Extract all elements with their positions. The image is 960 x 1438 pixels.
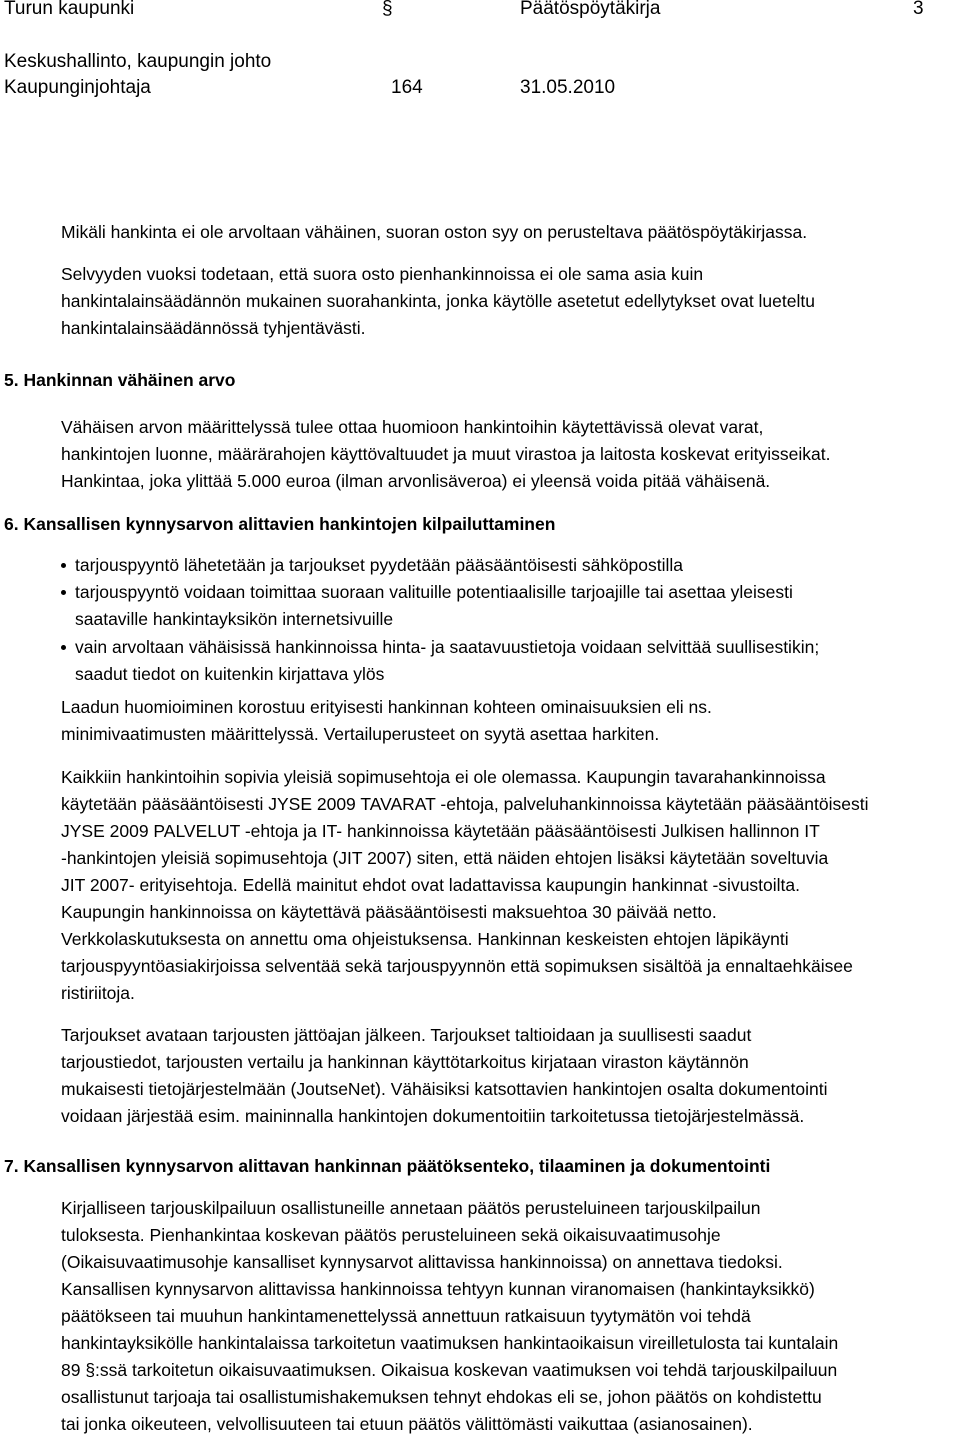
text-line: Verkkolaskutuksesta on annettu oma ohjeistuksensa. Hankinnan keskeisten ehtojen läpikäynti xyxy=(61,929,789,949)
intro-sentence xyxy=(61,219,956,246)
text-line: Laadun huomioiminen korostuu erityisesti hankinnan kohteen ominaisuuksien eli ns. xyxy=(61,697,712,717)
text-line: hankintalainsäädännössä tyhjentävästi. xyxy=(61,318,366,338)
text-line: tarjouspyyntö lähetetään ja tarjoukset pyydetään pääsääntöisesti sähköpostilla xyxy=(75,555,684,575)
section-symbol: § xyxy=(382,0,393,19)
header-city: Turun kaupunki xyxy=(4,0,135,19)
text-line: Kaupungin hankinnoissa on käytettävä pääsääntöisesti maksuehtoa 30 päivää netto. xyxy=(61,902,717,922)
text-line: 89 §:ssä tarkoitetun oikaisuvaatimuksen. Oikaisua koskevan vaatimuksen voi tehdä tarjouskilpailuun xyxy=(61,1360,838,1380)
section-7-paragraph xyxy=(61,1195,956,1438)
text-line: tuloksesta. Pienhankintaa koskevan päätös perusteluineen sekä oikaisuvaatimusohje xyxy=(61,1225,721,1245)
quality-paragraph xyxy=(61,694,956,748)
text-line: tai jonka oikeuteen, velvollisuuteen tai etuun päätös välittömästi vaikuttaa (asianosainen). xyxy=(61,1414,753,1434)
section-7-heading: 7. Kansallisen kynnysarvon alittavan hankinnan päätöksenteko, tilaaminen ja dokumentointi xyxy=(4,1156,771,1176)
text-line: tarjouspyyntö voidaan toimittaa suoraan valituille potentiaalisille tarjoajille tai asettaa yleisesti xyxy=(75,582,793,602)
terms-paragraph xyxy=(61,764,956,1007)
text-line: tarjouspyyntöasiakirjoissa selventää sekä tarjouspyynnön että sopimuksen sisältöä ja ennaltaehkäisee xyxy=(61,956,853,976)
text-line: Kaikkiin hankintoihin sopivia yleisiä sopimusehtoja ei ole olemassa. Kaupungin tavarahankinnoissa xyxy=(61,767,826,787)
intro-paragraph xyxy=(61,261,956,342)
bullet-icon xyxy=(61,590,66,595)
section-5-heading: 5. Hankinnan vähäinen arvo xyxy=(4,370,236,390)
text-line: tarjoustiedot, tarjousten vertailu ja hankinnan käyttötarkoitus kirjataan viraston käytännön xyxy=(61,1052,749,1072)
text-line: Vähäisen arvon määrittelyssä tulee ottaa huomioon hankintoihin käytettävissä olevat varat, xyxy=(61,417,764,437)
text-line: -hankintojen yleisiä sopimusehtoja (JIT 2007) siten, että näiden ehtojen lisäksi käytetään soveltuvia xyxy=(61,848,829,868)
text-line: Selvyyden vuoksi todetaan, että suora osto pienhankinnoissa ei ole sama asia kuin xyxy=(61,264,704,284)
text-line: Mikäli hankinta ei ole arvoltaan vähäinen, suoran oston syy on perusteltava päätöspöytäkirjassa. xyxy=(61,222,808,242)
bullet-icon xyxy=(61,563,66,568)
text-line: saataville hankintayksikön internetsivuille xyxy=(75,609,394,629)
text-line: ristiriitoja. xyxy=(61,983,135,1003)
text-line: päätökseen tai muuhun hankintamenettelyssä annettuun ratkaisuun tyytymätön voi tehdä xyxy=(61,1306,751,1326)
text-line: mukaisesti tietojärjestelmään (JoutseNet). Vähäisiksi katsottavien hankintojen osalta dokumentointi xyxy=(61,1079,828,1099)
text-line: voidaan järjestää esim. maininnalla hankintojen dokumentoitiin tarkoitetussa tietojärjestelmässä. xyxy=(61,1106,805,1126)
text-line: saadut tiedot on kuitenkin kirjattava ylös xyxy=(75,664,385,684)
text-line: minimivaatimusten määrittelyssä. Vertailuperusteet on syytä asettaa harkiten. xyxy=(61,724,660,744)
text-line: Kirjalliseen tarjouskilpailuun osallistuneille annetaan päätös perusteluineen tarjouskilpailun xyxy=(61,1198,761,1218)
text-line: käytetään pääsääntöisesti JYSE 2009 TAVARAT -ehtoja, palveluhankinnoissa käytetään pääsääntöisesti xyxy=(61,794,869,814)
section-5-paragraph xyxy=(61,414,956,495)
text-line: Tarjoukset avataan tarjousten jättöajan jälkeen. Tarjoukset taltioidaan ja suullisesti saadut xyxy=(61,1025,752,1045)
page-number: 3 xyxy=(913,0,924,19)
bullet-icon xyxy=(61,645,66,650)
header-official: Kaupunginjohtaja xyxy=(4,77,151,98)
document-type: Päätöspöytäkirja xyxy=(520,0,661,19)
header-department: Keskushallinto, kaupungin johto xyxy=(4,51,272,72)
text-line: (Oikaisuvaatimusohje kansalliset kynnysarvot alittavissa hankinnoissa) on annettava tiedoksi. xyxy=(61,1252,783,1272)
text-line: Kansallisen kynnysarvon alittavissa hankinnoissa tehtyyn kunnan viranomaisen (hankintayksikkö) xyxy=(61,1279,815,1299)
text-line: hankintojen luonne, määrärahojen käyttövaltuudet ja muut virastoa ja laitosta koskevat erityisseikat. xyxy=(61,444,831,464)
text-line: vain arvoltaan vähäisissä hankinnoissa hinta- ja saatavuustietoja voidaan selvittää suullisestikin; xyxy=(75,637,820,657)
decision-date: 31.05.2010 xyxy=(520,77,616,98)
text-line: JYSE 2009 PALVELUT -ehtoja ja IT- hankinnoissa käytetään pääsääntöisesti Julkisen hallinnon IT xyxy=(61,821,820,841)
section-6-heading: 6. Kansallisen kynnysarvon alittavien hankintojen kilpailuttaminen xyxy=(4,514,556,534)
text-line: osallistunut tarjoaja tai osallistumishakemuksen tehnyt ehdokas eli se, johon päätös on kohdistettu xyxy=(61,1387,822,1407)
text-line: JIT 2007- erityisehtoja. Edellä mainitut ehdot ovat ladattavissa kaupungin hankinnat -sivustoilta. xyxy=(61,875,800,895)
text-line: hankintayksikölle hankintalaissa tarkoitetun vaatimuksen hankintaoikaisun vireilletulosta tai kuntalain xyxy=(61,1333,839,1353)
decision-number: 164 xyxy=(391,77,423,98)
text-line: hankintalainsäädännön mukainen suorahankinta, jonka käytölle asetetut edellytykset ovat lueteltu xyxy=(61,291,815,311)
text-line: Hankintaa, joka ylittää 5.000 euroa (ilman arvonlisäveroa) ei yleensä voida pitää vähäisenä. xyxy=(61,471,771,491)
opening-paragraph xyxy=(61,1022,956,1130)
